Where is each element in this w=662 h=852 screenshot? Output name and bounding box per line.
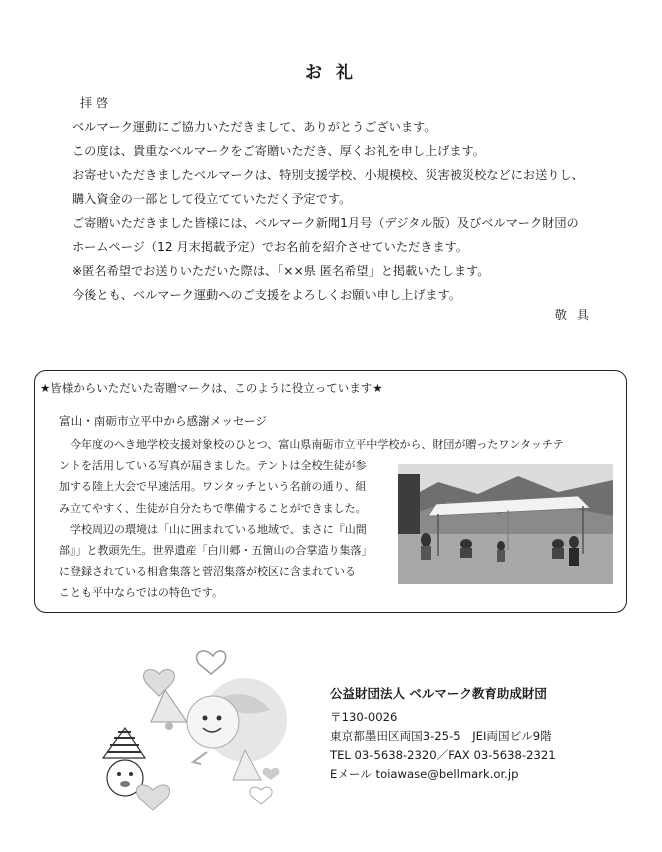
page-title: お 礼 (305, 63, 357, 83)
letter-line: ベルマーク運動にご協力いただきまして、ありがとうございます。 (72, 120, 437, 134)
info-box-heading: ★皆様からいただいた寄贈マークは、このように役立っています★ (40, 381, 383, 395)
tent-photo (398, 464, 613, 584)
address: 東京都墨田区両国3-25-5 JEI両国ビル9階 (330, 729, 552, 743)
letter-line: 今後とも、ベルマーク運動へのご支援をよろしくお願い申し上げます。 (72, 288, 462, 302)
letter-line: お寄せいただきましたベルマークは、特別支援学校、小規模校、災害被災校などにお送りし、 (72, 168, 584, 182)
message-line: み立てやすく、生徒が自分たちで準備することができました。 (59, 501, 367, 515)
letter-closing: 敬 具 (554, 308, 592, 322)
letter-line: ご寄贈いただきました皆様には、ベルマーク新聞1月号（デジタル版）及びベルマーク財団の (72, 216, 579, 230)
message-line: に登録されている相倉集落と菅沼集落が校区に含まれている (59, 565, 356, 579)
postal-code: 〒130-0026 (330, 710, 398, 724)
message-line: 部』」と教頭先生。世界遺産「白川郷・五箇山の合掌造り集落」 (59, 544, 373, 558)
phone-fax: TEL 03-5638-2320／FAX 03-5638-2321 (330, 748, 556, 762)
letter-line: この度は、貴重なベルマークをご寄贈いただき、厚くお礼を申し上げます。 (72, 144, 485, 158)
message-line: 加する陸上大会で早速活用。ワンタッチという名前の通り、組 (59, 480, 367, 494)
bellmark-mascot-illustration (95, 640, 315, 825)
letter-line: ホームページ（12 月末掲載予定）でお名前を紹介させていただきます。 (72, 240, 468, 254)
foundation-contact (330, 708, 556, 784)
foundation-name: 公益財団法人 ベルマーク教育助成財団 (330, 686, 547, 701)
message-line: ントを活用している写真が届きました。テントは全校生徒が参 (59, 459, 367, 473)
email: Eメール toiawase@bellmark.or.jp (330, 767, 519, 781)
letter-line: ※匿名希望でお送りいただいた際は、「××県 匿名希望」と掲載いたします。 (72, 264, 490, 278)
letter-line: 購入資金の一部として役立てていただく予定です。 (72, 192, 352, 206)
message-body (59, 434, 564, 604)
message-subtitle: 富山・南砺市立平中から感謝メッセージ (59, 414, 267, 428)
message-line: 学校周辺の環境は「山に囲まれている地域で、まさに『山間 (70, 522, 367, 536)
message-line: 今年度のへき地学校支援対象校のひとつ、富山県南砺市立平中学校から、財団が贈ったワンタッチテ (70, 438, 564, 451)
message-line: ことも平中ならではの特色です。 (59, 586, 224, 600)
letter-greeting: 拝 啓 (80, 96, 109, 110)
letter-body (72, 91, 602, 307)
